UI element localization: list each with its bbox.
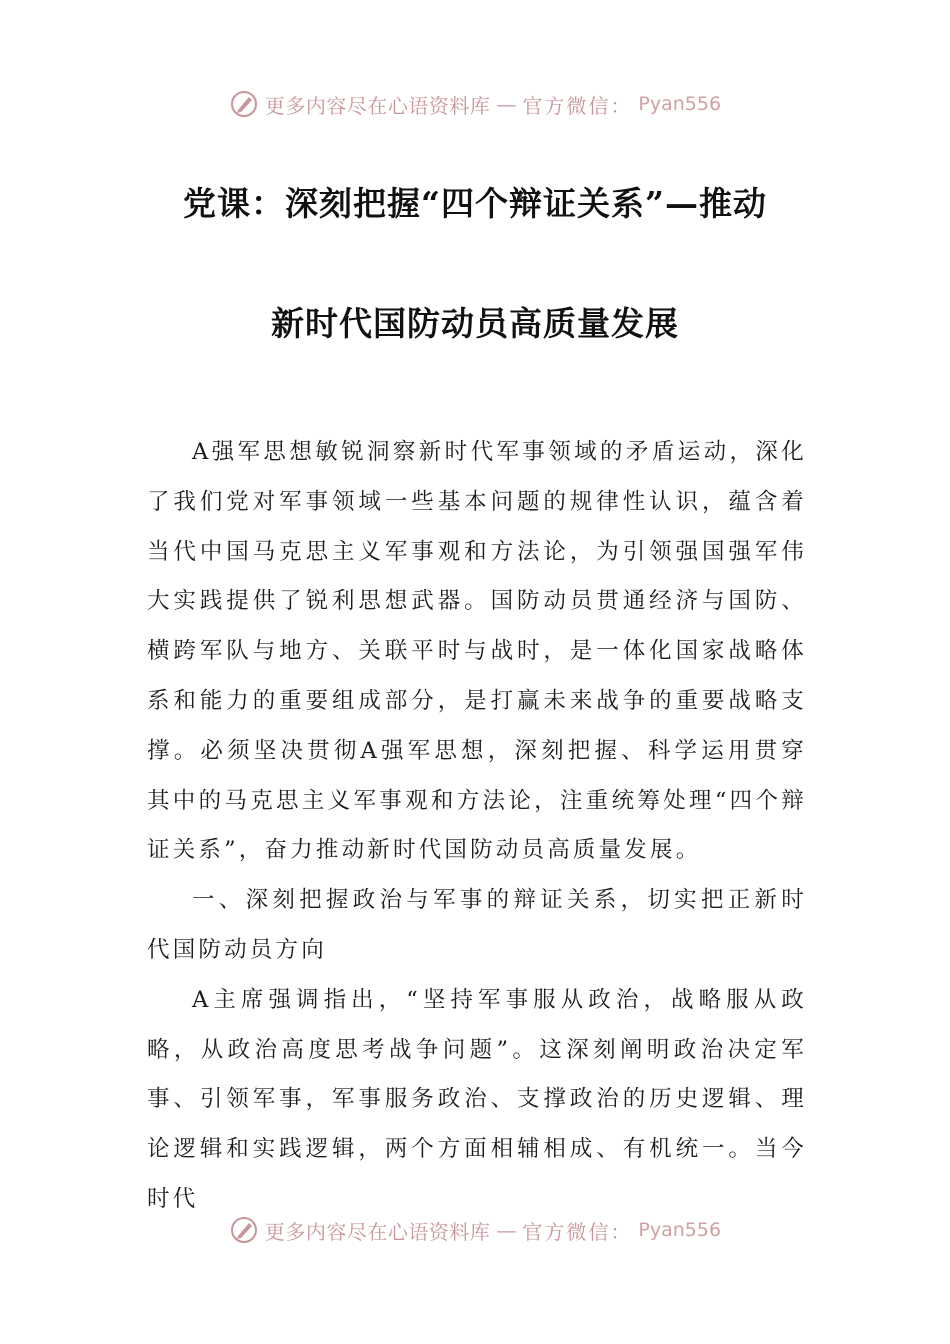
watermark-text: 更多内容尽在心语资料库 [264, 1219, 491, 1244]
watermark-dash: — [496, 1218, 517, 1242]
watermark-label: 官方微信： [522, 1219, 633, 1244]
watermark-wechat-id: Pyan556 [638, 93, 722, 115]
document-body [147, 428, 807, 1225]
document-title-line-1: 党课：深刻把握“四个辩证关系”—推动 [183, 184, 767, 223]
watermark-label: 官方微信： [522, 93, 633, 118]
watermark-header [0, 84, 950, 124]
paragraph-section-heading: 一、深刻把握政治与军事的辩证关系，切实把正新时代国防动员方向 [147, 887, 807, 963]
pen-logo-icon [229, 89, 259, 119]
watermark-footer [0, 1210, 950, 1250]
watermark-dash: — [496, 92, 517, 116]
watermark-wechat-id: Pyan556 [638, 1219, 722, 1241]
paragraph-intro: A强军思想敏锐洞察新时代军事领域的矛盾运动，深化了我们党对军事领域一些基本问题的规律性认识，蕴含着当代中国马克思主义军事观和方法论，为引领强国强军伟大实践提供了锐利思想武器。国防动员贯通经济与国防、横跨军队与地方、关联平时与战时，是一体化国家战略体系和能力的重要组成部分，是打赢未来战争的重要战略支撑。必须坚决贯彻A强军思想，深刻把握、科学运用贯穿其中的马克思主义军事观和方法论，注重统筹处理“四个辩证关系”，奋力推动新时代国防动员高质量发展。 [147, 439, 807, 864]
pen-logo-icon [229, 1215, 259, 1245]
paragraph-section-body: A主席强调指出，“坚持军事服从政治，战略服从政略，从政治高度思考战争问题”。这深刻阐明政治决定军事、引领军事，军事服务政治、支撑政治的历史逻辑、理论逻辑和实践逻辑，两个方面相辅相成、有机统一。当今时代 [147, 986, 807, 1212]
watermark-text: 更多内容尽在心语资料库 [264, 93, 491, 118]
document-title-line-2: 新时代国防动员高质量发展 [271, 304, 679, 343]
